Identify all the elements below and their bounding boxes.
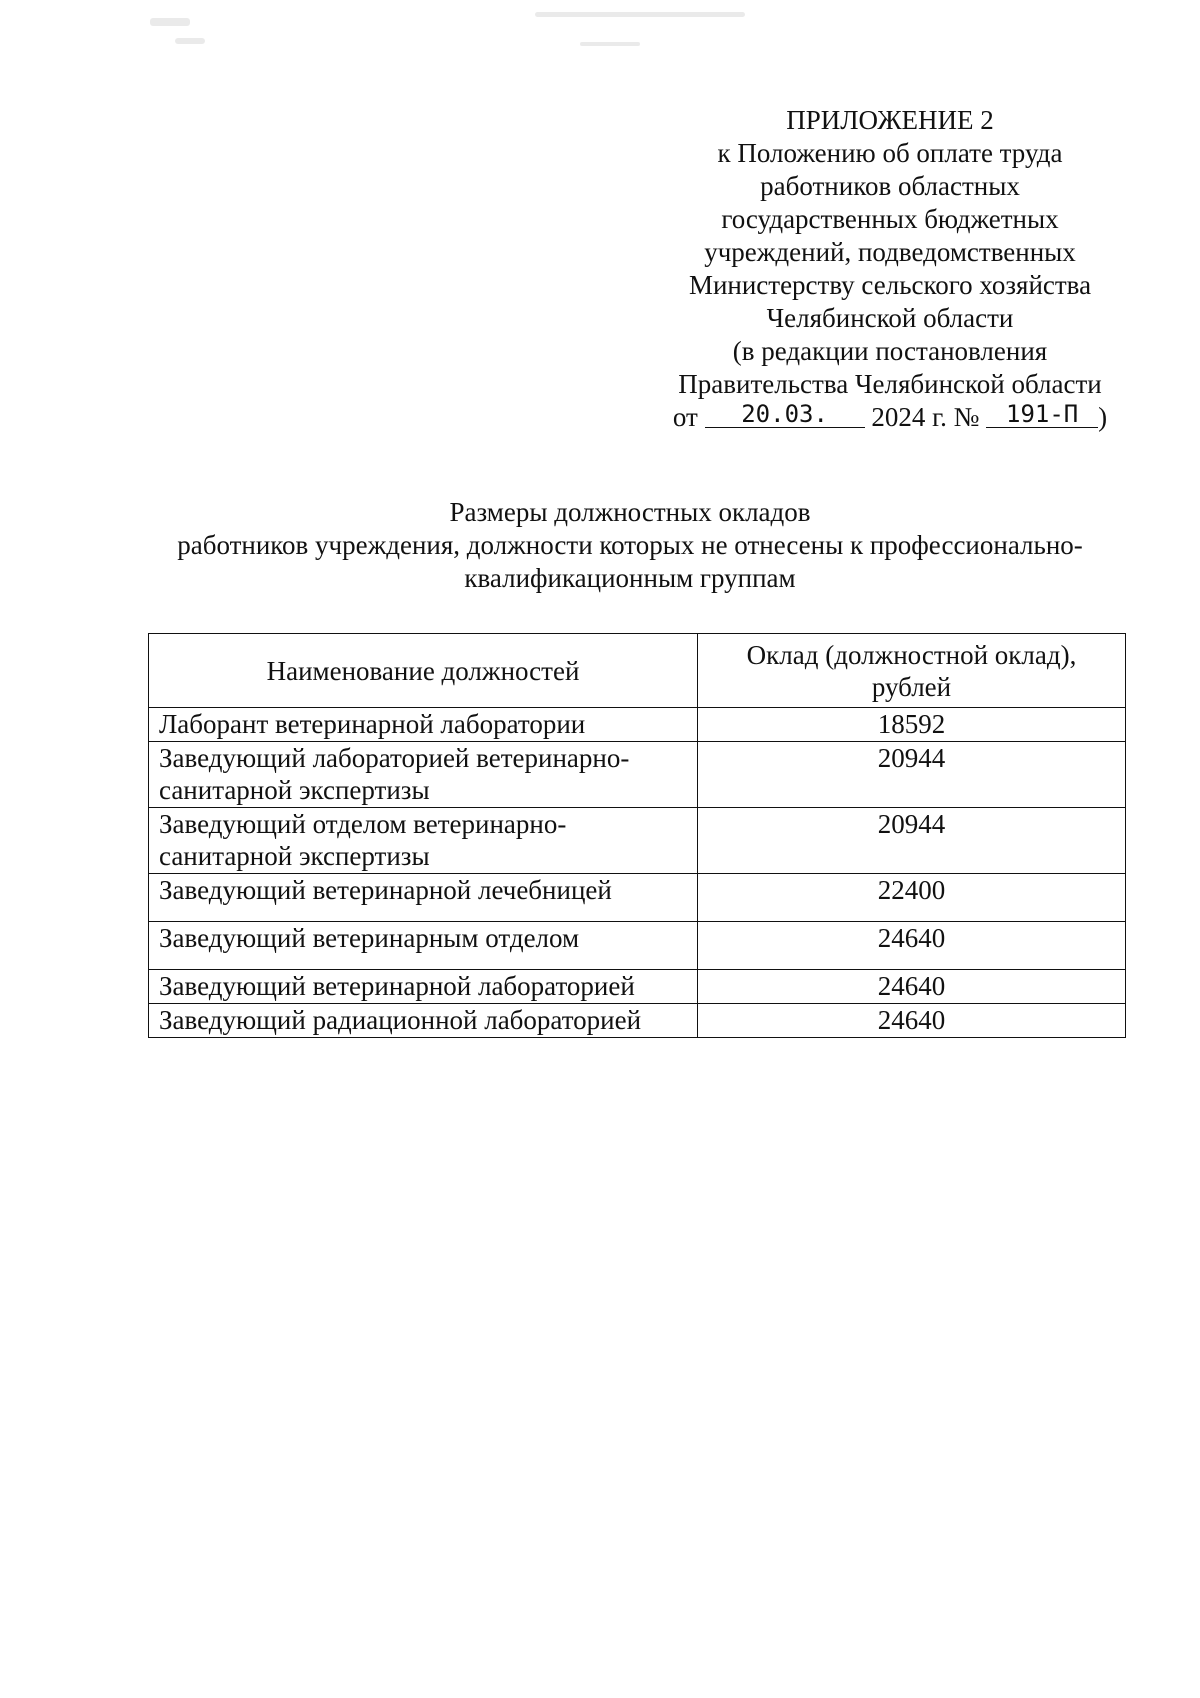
scan-artifact [535,12,745,17]
salary-value: 24640 [698,1004,1126,1038]
resolution-date-line [640,401,1140,434]
appendix-line: государственных бюджетных [721,204,1059,234]
appendix-line: (в редакции постановления [732,336,1048,366]
appendix-line: Челябинской области [766,303,1014,333]
appendix-line: учреждений, подведомственных [704,237,1076,267]
closing-paren: ) [1098,402,1108,432]
salary-value: 22400 [698,874,1126,922]
appendix-line: Министерству сельского хозяйства [688,270,1092,300]
resolution-number: 191-П [986,401,1098,428]
table-row [149,742,1126,808]
appendix-title: ПРИЛОЖЕНИЕ 2 [786,105,994,135]
table-row [149,1004,1126,1038]
salary-value: 24640 [698,970,1126,1004]
date-prefix: от [672,402,698,432]
header-salary: Оклад (должностной оклад), рублей [698,634,1126,708]
scan-artifact [175,38,205,44]
table-row [149,922,1126,970]
heading-line-3: квалификационным группам [464,563,796,593]
position-name: Заведующий ветеринарным отделом [149,922,698,970]
scan-artifact [580,42,640,46]
resolution-year: 2024 г. № [871,402,980,432]
position-name: Лаборант ветеринарной лаборатории [149,708,698,742]
salary-value: 20944 [698,808,1126,874]
document-heading [130,496,1130,595]
header-position-name: Наименование должностей [149,634,698,708]
salary-table [148,633,1126,1038]
table-row [149,808,1126,874]
heading-line-1: Размеры должностных окладов [449,497,811,527]
heading-line-2: работников учреждения, должности которых не отнесены к профессионально- [177,530,1083,560]
table-header-row [149,634,1126,708]
appendix-line: к Положению об оплате труда [717,138,1063,168]
appendix-line: работников областных [760,171,1020,201]
appendix-block [640,104,1140,434]
position-name: Заведующий ветеринарной лечебницей [149,874,698,922]
table-row [149,708,1126,742]
salary-value: 20944 [698,742,1126,808]
table-row [149,970,1126,1004]
salary-value: 24640 [698,922,1126,970]
position-name: Заведующий радиационной лабораторией [149,1004,698,1038]
table-row [149,874,1126,922]
scan-artifact [150,18,190,26]
position-name: Заведующий отделом ветеринарно-санитарной экспертизы [149,808,698,874]
position-name: Заведующий лабораторией ветеринарно-санитарной экспертизы [149,742,698,808]
resolution-date: 20.03. [705,401,865,428]
position-name: Заведующий ветеринарной лабораторией [149,970,698,1004]
appendix-line: Правительства Челябинской области [678,369,1102,399]
salary-value: 18592 [698,708,1126,742]
